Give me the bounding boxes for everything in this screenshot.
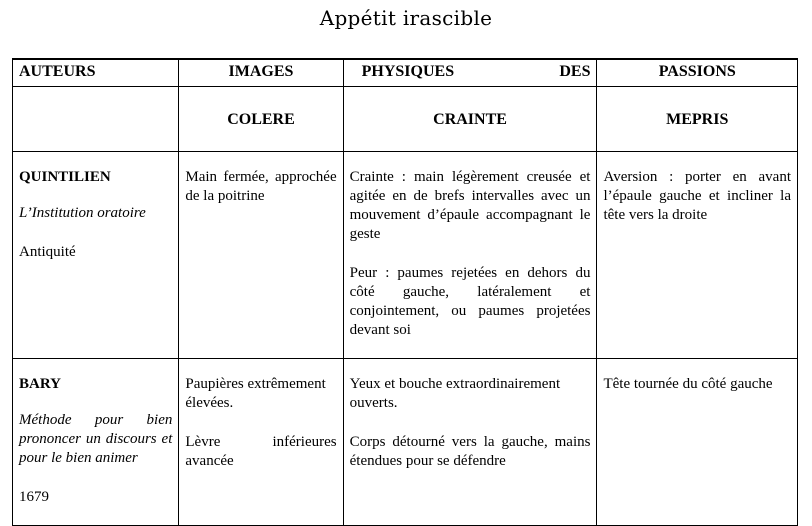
header-images: IMAGES <box>179 59 343 87</box>
crainte-text: Crainte : main légèrement creusée et agitée en de brefs intervalles avec un mouvement d’épaule accompagnant le geste <box>349 169 591 242</box>
crainte-text: Peur : paumes rejetées en dehors du côté gauche, latéralement et conjointement, ou paumes projetées devant soi <box>349 265 591 338</box>
crainte-cell <box>343 359 597 526</box>
author-name: BARY <box>19 376 61 392</box>
crainte-text: Yeux et bouche extraordinairement ouverts. <box>349 376 561 411</box>
subheader-row <box>13 87 798 152</box>
author-work: Méthode pour bien prononcer un discours et pour le bien animer <box>19 412 173 466</box>
mepris-text: Tête tournée du côté gauche <box>603 376 773 392</box>
colere-cell <box>179 359 343 526</box>
header-row <box>13 59 798 87</box>
author-cell <box>13 359 179 526</box>
page-title: Appétit irascible <box>319 6 493 30</box>
header-passions: PASSIONS <box>597 59 798 87</box>
passions-table <box>12 58 798 526</box>
author-cell <box>13 152 179 359</box>
mepris-text: Aversion : porter en avant l’épaule gauche et incliner la tête vers la droite <box>603 169 791 223</box>
colere-text: Lèvre inférieures avancée <box>185 434 337 469</box>
author-work: L’Institution oratoire <box>19 205 146 221</box>
crainte-cell <box>343 152 597 359</box>
author-date: 1679 <box>19 489 49 505</box>
colere-cell <box>179 152 343 359</box>
header-physiques-des <box>343 59 597 87</box>
colere-text: Main fermée, approchée de la poitrine <box>185 169 337 204</box>
header-auteurs: AUTEURS <box>13 59 179 87</box>
author-name: QUINTILIEN <box>19 169 111 185</box>
mepris-cell <box>597 359 798 526</box>
crainte-text: Corps détourné vers la gauche, mains étendues pour se défendre <box>349 434 591 469</box>
mepris-cell <box>597 152 798 359</box>
subheader-mepris: MEPRIS <box>597 87 798 152</box>
subheader-empty <box>13 87 179 152</box>
table-row <box>13 359 798 526</box>
header-des: DES <box>559 63 591 80</box>
subheader-colere: COLERE <box>179 87 343 152</box>
subheader-crainte: CRAINTE <box>343 87 597 152</box>
table-row <box>13 152 798 359</box>
colere-text: Paupières extrêmement élevées. <box>185 376 326 411</box>
header-physiques: PHYSIQUES <box>361 63 455 80</box>
author-date: Antiquité <box>19 244 76 260</box>
